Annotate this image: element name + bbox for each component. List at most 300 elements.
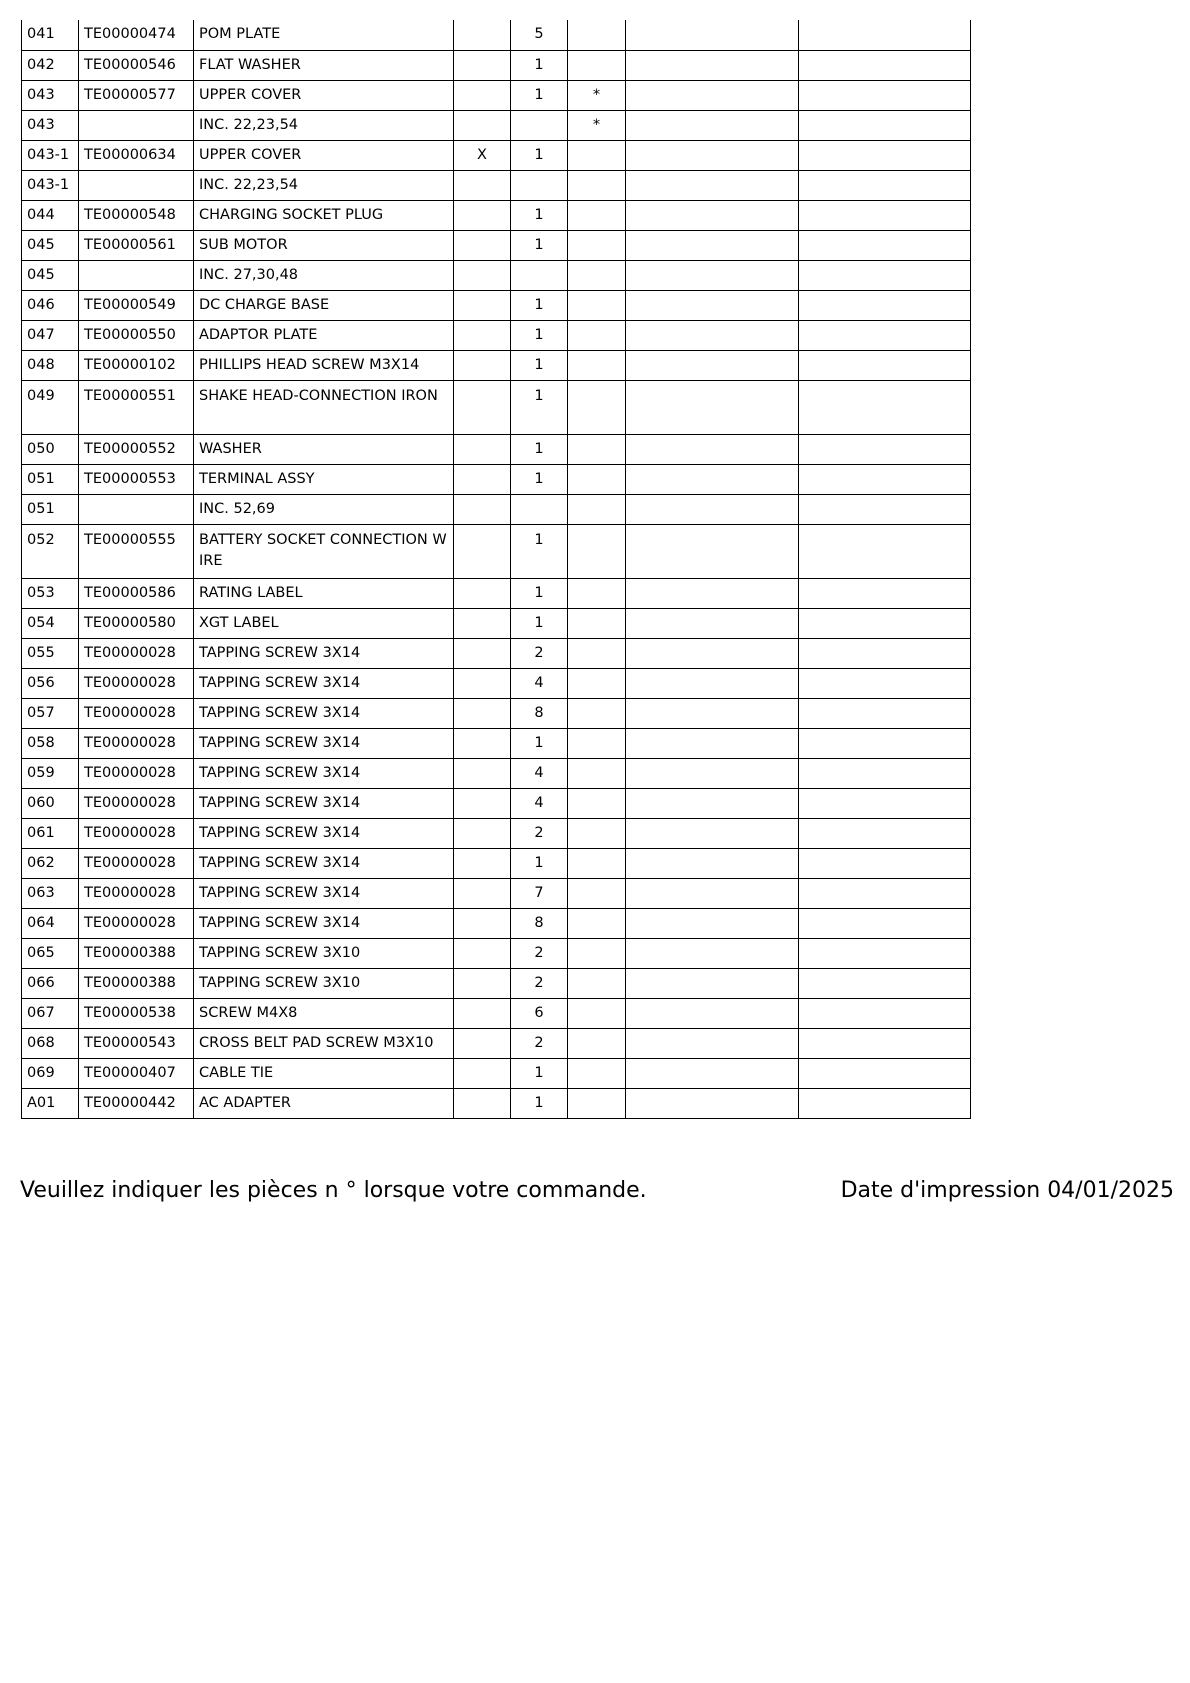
cell-quantity <box>511 494 568 524</box>
cell-mark <box>454 698 511 728</box>
cell-star <box>568 20 626 50</box>
cell-mark <box>454 758 511 788</box>
cell-mark <box>454 110 511 140</box>
cell-description: TAPPING SCREW 3X10 <box>194 938 454 968</box>
cell-quantity: 1 <box>511 50 568 80</box>
cell-quantity: 8 <box>511 908 568 938</box>
cell-description: SCREW M4X8 <box>194 998 454 1028</box>
cell-star <box>568 290 626 320</box>
table-row <box>22 1058 971 1088</box>
table-row <box>22 260 971 290</box>
cell-part-number <box>79 260 194 290</box>
cell-blank <box>799 20 971 50</box>
cell-quantity: 1 <box>511 578 568 608</box>
cell-star <box>568 638 626 668</box>
cell-blank <box>626 698 799 728</box>
cell-ref-no: 043 <box>22 110 79 140</box>
cell-mark <box>454 1028 511 1058</box>
cell-star <box>568 1028 626 1058</box>
cell-star <box>568 968 626 998</box>
cell-blank <box>626 434 799 464</box>
cell-description: TAPPING SCREW 3X14 <box>194 638 454 668</box>
cell-blank <box>799 200 971 230</box>
table-row <box>22 1028 971 1058</box>
cell-blank <box>799 968 971 998</box>
cell-quantity: 4 <box>511 788 568 818</box>
cell-blank <box>626 728 799 758</box>
cell-blank <box>626 200 799 230</box>
cell-description: DC CHARGE BASE <box>194 290 454 320</box>
table-row <box>22 140 971 170</box>
cell-blank <box>799 524 971 578</box>
cell-blank <box>799 998 971 1028</box>
cell-star: * <box>568 80 626 110</box>
cell-part-number <box>79 110 194 140</box>
cell-quantity: 1 <box>511 380 568 434</box>
table-row <box>22 848 971 878</box>
cell-description: TAPPING SCREW 3X14 <box>194 818 454 848</box>
table-row <box>22 998 971 1028</box>
table-row <box>22 350 971 380</box>
cell-blank <box>626 464 799 494</box>
cell-star <box>568 848 626 878</box>
cell-part-number: TE00000546 <box>79 50 194 80</box>
cell-mark <box>454 668 511 698</box>
cell-description: INC. 52,69 <box>194 494 454 524</box>
cell-mark <box>454 380 511 434</box>
cell-ref-no: 053 <box>22 578 79 608</box>
cell-blank <box>626 350 799 380</box>
cell-mark <box>454 968 511 998</box>
cell-blank <box>799 1088 971 1118</box>
cell-quantity: 1 <box>511 464 568 494</box>
cell-mark <box>454 434 511 464</box>
cell-blank <box>799 848 971 878</box>
cell-quantity: 4 <box>511 668 568 698</box>
cell-star <box>568 818 626 848</box>
cell-description: TAPPING SCREW 3X14 <box>194 848 454 878</box>
cell-star <box>568 1058 626 1088</box>
cell-blank <box>799 878 971 908</box>
table-row <box>22 494 971 524</box>
cell-star <box>568 524 626 578</box>
cell-part-number: TE00000543 <box>79 1028 194 1058</box>
cell-ref-no: 045 <box>22 230 79 260</box>
cell-mark <box>454 998 511 1028</box>
parts-table-body <box>22 20 971 1118</box>
cell-quantity: 1 <box>511 1088 568 1118</box>
cell-quantity: 4 <box>511 758 568 788</box>
cell-star <box>568 140 626 170</box>
cell-ref-no: 068 <box>22 1028 79 1058</box>
cell-description: TERMINAL ASSY <box>194 464 454 494</box>
parts-table <box>21 20 971 1119</box>
cell-ref-no: 050 <box>22 434 79 464</box>
table-row <box>22 50 971 80</box>
cell-part-number: TE00000474 <box>79 20 194 50</box>
cell-ref-no: 051 <box>22 464 79 494</box>
cell-ref-no: 041 <box>22 20 79 50</box>
cell-ref-no: 044 <box>22 200 79 230</box>
cell-blank <box>799 698 971 728</box>
cell-ref-no: 060 <box>22 788 79 818</box>
cell-ref-no: 065 <box>22 938 79 968</box>
cell-blank <box>799 140 971 170</box>
cell-blank <box>626 140 799 170</box>
table-row <box>22 668 971 698</box>
cell-description: UPPER COVER <box>194 80 454 110</box>
cell-description: ADAPTOR PLATE <box>194 320 454 350</box>
cell-star <box>568 938 626 968</box>
cell-description: INC. 22,23,54 <box>194 110 454 140</box>
cell-blank <box>626 20 799 50</box>
table-row <box>22 434 971 464</box>
table-row <box>22 638 971 668</box>
cell-mark <box>454 788 511 818</box>
cell-blank <box>799 668 971 698</box>
table-row <box>22 320 971 350</box>
table-row <box>22 170 971 200</box>
cell-part-number: TE00000028 <box>79 668 194 698</box>
cell-mark <box>454 638 511 668</box>
cell-part-number: TE00000580 <box>79 608 194 638</box>
cell-part-number: TE00000028 <box>79 728 194 758</box>
cell-blank <box>799 818 971 848</box>
cell-description: TAPPING SCREW 3X14 <box>194 728 454 758</box>
cell-blank <box>626 380 799 434</box>
cell-ref-no: 057 <box>22 698 79 728</box>
cell-star <box>568 578 626 608</box>
cell-description: RATING LABEL <box>194 578 454 608</box>
cell-blank <box>626 608 799 638</box>
table-row <box>22 290 971 320</box>
cell-ref-no: 052 <box>22 524 79 578</box>
cell-ref-no: 066 <box>22 968 79 998</box>
table-row <box>22 968 971 998</box>
cell-part-number: TE00000102 <box>79 350 194 380</box>
cell-blank <box>799 320 971 350</box>
cell-part-number: TE00000028 <box>79 848 194 878</box>
cell-quantity: 2 <box>511 968 568 998</box>
cell-part-number: TE00000549 <box>79 290 194 320</box>
cell-ref-no: A01 <box>22 1088 79 1118</box>
cell-blank <box>799 434 971 464</box>
cell-blank <box>799 1028 971 1058</box>
cell-blank <box>799 350 971 380</box>
cell-blank <box>626 170 799 200</box>
cell-mark <box>454 290 511 320</box>
cell-part-number: TE00000577 <box>79 80 194 110</box>
cell-quantity: 1 <box>511 434 568 464</box>
cell-quantity: 1 <box>511 350 568 380</box>
cell-mark <box>454 320 511 350</box>
print-date: Date d'impression 04/01/2025 <box>840 1178 1174 1203</box>
cell-description: TAPPING SCREW 3X14 <box>194 788 454 818</box>
cell-description: XGT LABEL <box>194 608 454 638</box>
table-row <box>22 1088 971 1118</box>
table-row <box>22 788 971 818</box>
cell-blank <box>626 788 799 818</box>
cell-quantity: 1 <box>511 728 568 758</box>
cell-blank <box>799 758 971 788</box>
cell-blank <box>626 848 799 878</box>
cell-quantity: 2 <box>511 1028 568 1058</box>
cell-part-number: TE00000028 <box>79 908 194 938</box>
cell-blank <box>626 230 799 260</box>
cell-ref-no: 051 <box>22 494 79 524</box>
cell-quantity: 1 <box>511 230 568 260</box>
cell-star <box>568 350 626 380</box>
cell-part-number: TE00000548 <box>79 200 194 230</box>
table-row <box>22 380 971 434</box>
cell-quantity <box>511 260 568 290</box>
cell-mark <box>454 494 511 524</box>
cell-part-number: TE00000634 <box>79 140 194 170</box>
cell-blank <box>626 260 799 290</box>
cell-quantity: 5 <box>511 20 568 50</box>
cell-part-number: TE00000028 <box>79 698 194 728</box>
cell-blank <box>799 938 971 968</box>
cell-part-number: TE00000551 <box>79 380 194 434</box>
cell-ref-no: 047 <box>22 320 79 350</box>
cell-description: TAPPING SCREW 3X14 <box>194 668 454 698</box>
cell-ref-no: 045 <box>22 260 79 290</box>
table-row <box>22 698 971 728</box>
cell-mark <box>454 524 511 578</box>
cell-star <box>568 728 626 758</box>
cell-part-number: TE00000388 <box>79 968 194 998</box>
cell-star <box>568 230 626 260</box>
cell-star: * <box>568 110 626 140</box>
cell-blank <box>799 290 971 320</box>
cell-part-number <box>79 170 194 200</box>
cell-star <box>568 380 626 434</box>
table-row <box>22 818 971 848</box>
cell-mark <box>454 878 511 908</box>
table-row <box>22 524 971 578</box>
cell-description: AC ADAPTER <box>194 1088 454 1118</box>
cell-description: BATTERY SOCKET CONNECTION WIRE <box>194 524 454 578</box>
cell-star <box>568 698 626 728</box>
cell-ref-no: 061 <box>22 818 79 848</box>
cell-blank <box>799 638 971 668</box>
cell-description: INC. 27,30,48 <box>194 260 454 290</box>
table-row <box>22 20 971 50</box>
cell-description: PHILLIPS HEAD SCREW M3X14 <box>194 350 454 380</box>
cell-ref-no: 059 <box>22 758 79 788</box>
cell-quantity: 1 <box>511 140 568 170</box>
cell-part-number <box>79 494 194 524</box>
cell-quantity: 8 <box>511 698 568 728</box>
cell-star <box>568 170 626 200</box>
cell-star <box>568 464 626 494</box>
cell-mark <box>454 230 511 260</box>
cell-blank <box>626 1028 799 1058</box>
cell-mark <box>454 50 511 80</box>
cell-description: TAPPING SCREW 3X10 <box>194 968 454 998</box>
cell-ref-no: 062 <box>22 848 79 878</box>
cell-part-number: TE00000555 <box>79 524 194 578</box>
cell-quantity: 1 <box>511 320 568 350</box>
cell-part-number: TE00000552 <box>79 434 194 464</box>
table-row <box>22 80 971 110</box>
cell-quantity: 1 <box>511 848 568 878</box>
cell-mark <box>454 1058 511 1088</box>
cell-star <box>568 878 626 908</box>
cell-quantity <box>511 110 568 140</box>
order-instruction-note: Veuillez indiquer les pièces n ° lorsque votre commande. <box>20 1178 647 1203</box>
cell-ref-no: 049 <box>22 380 79 434</box>
cell-ref-no: 048 <box>22 350 79 380</box>
table-row <box>22 230 971 260</box>
cell-quantity: 1 <box>511 80 568 110</box>
table-row <box>22 878 971 908</box>
cell-star <box>568 50 626 80</box>
cell-quantity <box>511 170 568 200</box>
cell-description: CABLE TIE <box>194 1058 454 1088</box>
cell-mark <box>454 260 511 290</box>
cell-ref-no: 043 <box>22 80 79 110</box>
cell-star <box>568 668 626 698</box>
cell-blank <box>799 494 971 524</box>
cell-blank <box>626 818 799 848</box>
cell-part-number: TE00000028 <box>79 878 194 908</box>
cell-quantity: 1 <box>511 608 568 638</box>
cell-description: CHARGING SOCKET PLUG <box>194 200 454 230</box>
cell-quantity: 2 <box>511 818 568 848</box>
cell-quantity: 2 <box>511 638 568 668</box>
cell-blank <box>626 968 799 998</box>
table-row <box>22 938 971 968</box>
cell-description: POM PLATE <box>194 20 454 50</box>
cell-quantity: 1 <box>511 524 568 578</box>
cell-ref-no: 054 <box>22 608 79 638</box>
cell-star <box>568 758 626 788</box>
cell-part-number: TE00000442 <box>79 1088 194 1118</box>
cell-description: WASHER <box>194 434 454 464</box>
cell-blank <box>799 110 971 140</box>
cell-ref-no: 056 <box>22 668 79 698</box>
cell-mark <box>454 608 511 638</box>
cell-ref-no: 067 <box>22 998 79 1028</box>
cell-blank <box>626 524 799 578</box>
cell-ref-no: 043-1 <box>22 140 79 170</box>
cell-star <box>568 998 626 1028</box>
cell-description: SHAKE HEAD-CONNECTION IRON <box>194 380 454 434</box>
cell-quantity: 7 <box>511 878 568 908</box>
cell-blank <box>799 578 971 608</box>
cell-mark <box>454 464 511 494</box>
cell-blank <box>799 230 971 260</box>
cell-part-number: TE00000553 <box>79 464 194 494</box>
cell-star <box>568 788 626 818</box>
cell-mark <box>454 908 511 938</box>
cell-description: TAPPING SCREW 3X14 <box>194 758 454 788</box>
cell-blank <box>799 788 971 818</box>
cell-ref-no: 069 <box>22 1058 79 1088</box>
cell-ref-no: 058 <box>22 728 79 758</box>
cell-star <box>568 200 626 230</box>
cell-description: TAPPING SCREW 3X14 <box>194 698 454 728</box>
cell-blank <box>626 638 799 668</box>
cell-star <box>568 260 626 290</box>
cell-quantity: 1 <box>511 290 568 320</box>
cell-part-number: TE00000407 <box>79 1058 194 1088</box>
cell-part-number: TE00000586 <box>79 578 194 608</box>
cell-blank <box>626 938 799 968</box>
cell-blank <box>799 1058 971 1088</box>
table-row <box>22 200 971 230</box>
cell-blank <box>799 464 971 494</box>
cell-mark <box>454 1088 511 1118</box>
cell-blank <box>626 578 799 608</box>
cell-blank <box>626 80 799 110</box>
cell-star <box>568 320 626 350</box>
cell-blank <box>626 290 799 320</box>
cell-mark <box>454 578 511 608</box>
table-row <box>22 578 971 608</box>
cell-star <box>568 908 626 938</box>
cell-blank <box>626 1088 799 1118</box>
cell-blank <box>799 608 971 638</box>
cell-description: SUB MOTOR <box>194 230 454 260</box>
cell-blank <box>799 260 971 290</box>
cell-description: UPPER COVER <box>194 140 454 170</box>
cell-ref-no: 042 <box>22 50 79 80</box>
cell-quantity: 1 <box>511 200 568 230</box>
cell-blank <box>626 878 799 908</box>
cell-part-number: TE00000561 <box>79 230 194 260</box>
cell-star <box>568 434 626 464</box>
cell-blank <box>799 170 971 200</box>
cell-mark <box>454 170 511 200</box>
table-row <box>22 464 971 494</box>
cell-part-number: TE00000388 <box>79 938 194 968</box>
cell-part-number: TE00000028 <box>79 638 194 668</box>
cell-blank <box>799 380 971 434</box>
cell-mark <box>454 728 511 758</box>
table-row <box>22 728 971 758</box>
cell-blank <box>626 320 799 350</box>
cell-description: INC. 22,23,54 <box>194 170 454 200</box>
cell-ref-no: 063 <box>22 878 79 908</box>
cell-blank <box>626 758 799 788</box>
cell-mark <box>454 848 511 878</box>
cell-description: TAPPING SCREW 3X14 <box>194 878 454 908</box>
cell-blank <box>799 50 971 80</box>
table-row <box>22 758 971 788</box>
cell-part-number: TE00000028 <box>79 788 194 818</box>
cell-quantity: 1 <box>511 1058 568 1088</box>
cell-star <box>568 608 626 638</box>
cell-blank <box>626 668 799 698</box>
cell-blank <box>799 908 971 938</box>
cell-ref-no: 055 <box>22 638 79 668</box>
cell-mark <box>454 350 511 380</box>
cell-part-number: TE00000028 <box>79 818 194 848</box>
cell-star <box>568 494 626 524</box>
cell-star <box>568 1088 626 1118</box>
cell-mark <box>454 20 511 50</box>
cell-mark: X <box>454 140 511 170</box>
cell-blank <box>626 50 799 80</box>
cell-part-number: TE00000538 <box>79 998 194 1028</box>
cell-ref-no: 064 <box>22 908 79 938</box>
cell-quantity: 6 <box>511 998 568 1028</box>
cell-blank <box>626 494 799 524</box>
cell-blank <box>626 110 799 140</box>
cell-blank <box>626 1058 799 1088</box>
